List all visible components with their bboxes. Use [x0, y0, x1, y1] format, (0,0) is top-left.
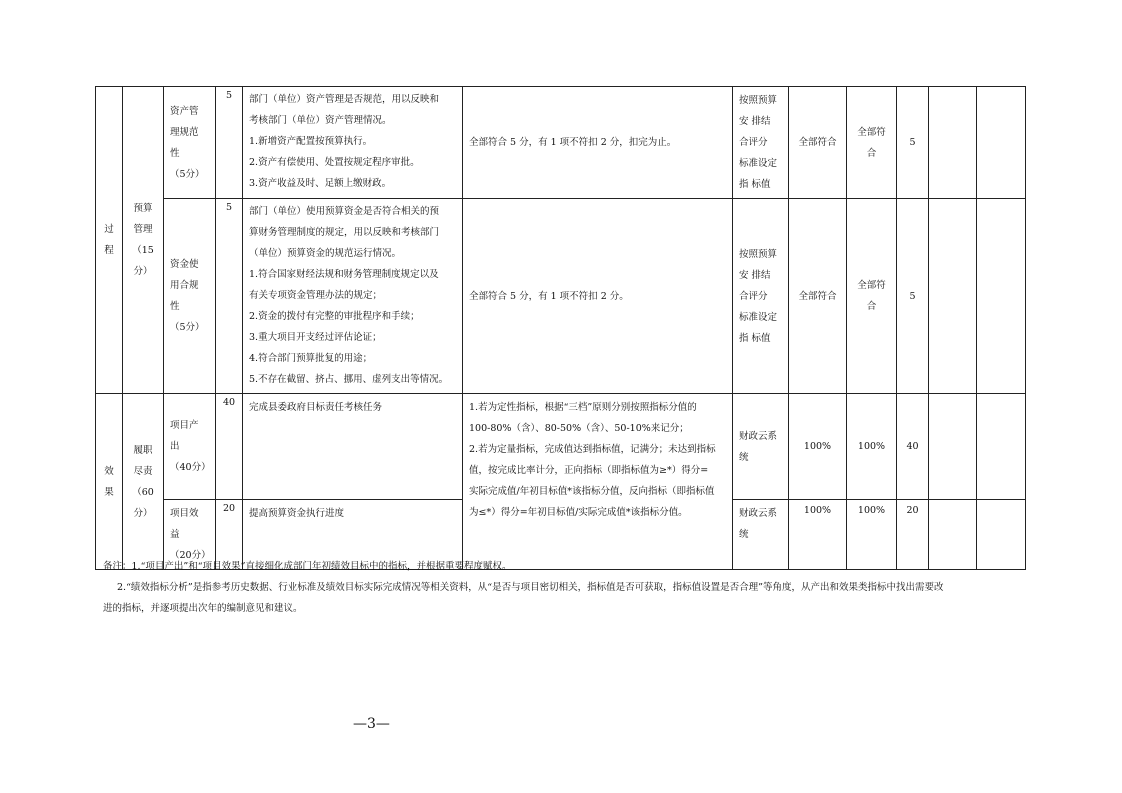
description-line: 部门（单位）使用预算资金是否符合相关的预 [249, 206, 440, 217]
remark-line: 2.“绩效指标分析”是指参考历史数据、行业标准及绩效目标实际完成情况等相关资料，从“是否与项目密切相关，指标值是否可获取，指标值设置是否合理”等角度，从产出和效果类指标中找出需要改 [117, 582, 944, 593]
table-row [96, 87, 1026, 199]
actual-cell: 100% [847, 500, 897, 570]
target-cell: 100% [789, 394, 847, 500]
score-cell: 40 [897, 394, 929, 500]
source-line: 安 排结 [739, 116, 771, 127]
empty-cell [929, 87, 977, 199]
description-line: 5.不存在截留、挤占、挪用、虚列支出等情况。 [249, 374, 449, 385]
source-cell [733, 199, 789, 394]
source-line: 标准设定 [739, 158, 778, 169]
indicator-name: 资金使 [170, 259, 199, 270]
description-line: 部门（单位）资产管理是否规范，用以反映和 [249, 94, 440, 105]
target-cell: 全部符合 [789, 87, 847, 199]
description-cell [243, 87, 463, 199]
target-cell: 100% [789, 500, 847, 570]
source-line: 合评分 [739, 137, 768, 148]
source-line: 财政云系 [739, 430, 778, 442]
scoring-cell: 全部符合 5 分，有 1 项不符扣 2 分，扣完为止。 [463, 87, 733, 199]
source-line: 按照预算 [739, 95, 778, 106]
weight-cell: 40 [216, 394, 243, 500]
actual-cell: 100% [847, 394, 897, 500]
sub-category-label: 履职 [133, 444, 153, 456]
remark-line: 进的指标，并逐项提出次年的编制意见和建议。 [103, 603, 303, 614]
remark-line: 备注：1.“项目产出”和“项目效果”直接细化成部门年初绩效目标中的指标，并根据重要程度赋权。 [103, 561, 512, 572]
source-cell [733, 87, 789, 199]
sub-category-duty [123, 394, 164, 570]
source-line: 按照预算 [739, 248, 778, 260]
description-line: 3.重大项目开支经过评估论证； [249, 332, 382, 343]
description-line: 完成县委政府目标责任考核任务 [249, 402, 383, 413]
description-line: 考核部门（单位）资产管理情况。 [249, 115, 392, 126]
section-process [96, 87, 123, 394]
sub-category-label: 预算 [133, 203, 153, 214]
indicator-cell [164, 394, 216, 500]
section-effect [96, 394, 123, 570]
source-line: 指 标值 [739, 179, 771, 190]
description-line: 有关专项资金管理办法的规定； [249, 290, 383, 301]
description-line: 提高预算资金执行进度 [249, 508, 345, 519]
sub-category-label: （15 [132, 245, 154, 256]
section-label: 效 [104, 465, 114, 477]
actual-cell [847, 199, 897, 394]
sub-category-label: 分） [133, 266, 153, 277]
actual-line: 全部符 [857, 126, 886, 138]
actual-cell [847, 87, 897, 199]
indicator-name: 理规范 [170, 126, 199, 138]
score-cell: 20 [897, 500, 929, 570]
indicator-weight-note: （40分） [170, 462, 211, 473]
sub-category-budget [123, 87, 164, 394]
section-label: 过 [104, 224, 114, 235]
source-line: 安 排结 [739, 269, 771, 281]
description-line: 4.符合部门预算批复的用途； [249, 353, 373, 364]
remarks [103, 556, 1033, 619]
weight-cell: 20 [216, 500, 243, 570]
actual-line: 合 [866, 147, 877, 159]
indicator-name: 项目产 [170, 420, 199, 431]
scoring-line: 1.若为定性指标，根据“三档”原则分别按照指标分值的 [469, 402, 697, 413]
description-cell [243, 394, 463, 500]
source-cell [733, 394, 789, 500]
empty-cell [977, 394, 1026, 500]
description-line: 1.符合国家财经法规和财务管理制度规定以及 [249, 269, 439, 280]
indicator-name: 性 [170, 147, 180, 159]
scoring-cell-shared [463, 394, 733, 570]
sub-category-label: 尽责 [133, 465, 153, 477]
empty-cell [929, 394, 977, 500]
description-line: 算财务管理制度的规定，用以反映和考核部门 [249, 227, 440, 238]
empty-cell [977, 199, 1026, 394]
scoring-line: 实际完成值/年初目标值*该指标分值，反向指标（即指标值 [469, 486, 715, 497]
actual-line: 全部符 [857, 280, 886, 291]
empty-cell [977, 87, 1026, 199]
performance-table [95, 86, 1026, 570]
source-line: 标准设定 [739, 311, 778, 323]
section-label: 果 [104, 486, 114, 498]
indicator-weight-note: （5分） [170, 322, 205, 333]
scoring-line: 值，按完成比率计分，正向指标（即指标值为≥*）得分= [469, 465, 709, 476]
indicator-name: 性 [170, 301, 180, 312]
indicator-name: 出 [170, 441, 180, 452]
indicator-cell [164, 199, 216, 394]
scoring-line: 为≤*）得分=年初目标值/实际完成值*该指标分值。 [469, 507, 688, 518]
indicator-name: 资产管 [170, 105, 199, 117]
description-line: （单位）预算资金的规范运行情况。 [249, 248, 402, 259]
description-cell [243, 199, 463, 394]
table-row [96, 394, 1026, 500]
target-cell: 全部符合 [789, 199, 847, 394]
source-line: 指 标值 [739, 332, 771, 344]
sub-category-label: 分） [133, 507, 153, 519]
source-line: 合评分 [739, 290, 768, 302]
scoring-cell: 全部符合 5 分，有 1 项不符扣 2 分。 [463, 199, 733, 394]
weight-cell: 5 [216, 87, 243, 199]
table-row [96, 199, 1026, 394]
actual-line: 合 [866, 301, 877, 312]
score-cell: 5 [897, 199, 929, 394]
description-line: 1.新增资产配置按预算执行。 [249, 136, 373, 147]
empty-cell [929, 199, 977, 394]
indicator-name: 项目效 [170, 508, 199, 519]
source-line: 统 [739, 529, 749, 540]
sub-category-label: 管理 [133, 224, 153, 235]
indicator-cell [164, 87, 216, 199]
indicator-name: 用合规 [170, 280, 199, 291]
source-line: 财政云系 [739, 508, 778, 519]
indicator-weight-note: （5分） [170, 168, 205, 180]
score-cell: 5 [897, 87, 929, 199]
indicator-name: 益 [170, 529, 180, 540]
source-line: 统 [739, 451, 749, 463]
sub-category-label: （60 [132, 486, 154, 498]
page-number: —3— [353, 716, 390, 732]
description-line: 2.资金的拨付有完整的审批程序和手续； [249, 311, 420, 322]
scoring-line: 2.若为定量指标，完成值达到指标值，记满分；未达到指标 [469, 444, 716, 455]
description-line: 3.资产收益及时、足额上缴财政。 [249, 178, 392, 189]
description-line: 2.资产有偿使用、处置按规定程序审批。 [249, 157, 420, 168]
indicator-weight-note: （20分） [170, 550, 211, 561]
weight-cell: 5 [216, 199, 243, 394]
scoring-line: 100-80%（含）、80-50%（含）、50-10%来记分； [469, 423, 689, 434]
section-label: 程 [104, 245, 114, 256]
